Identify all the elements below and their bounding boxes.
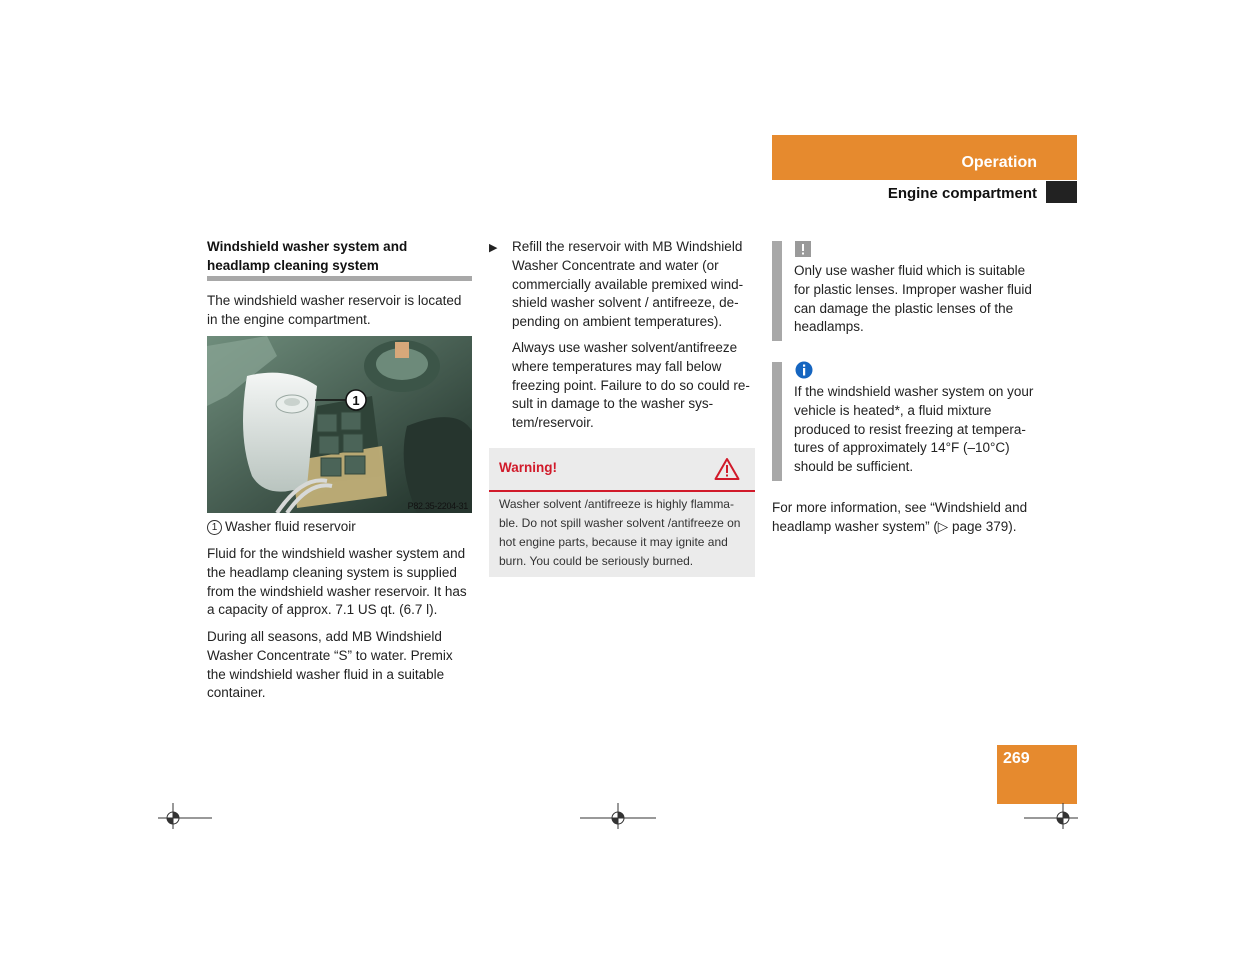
bullet-arrow-icon: ▶ bbox=[489, 242, 498, 254]
warning-title: Warning! bbox=[499, 460, 557, 475]
caption-text: Washer fluid reservoir bbox=[225, 519, 356, 534]
caption-callout: 1 bbox=[207, 520, 222, 535]
warning-text: Washer solvent /antifreeze is highly flamma-ble. Do not spill washer solvent /antifreeze on hot engine parts, because it may ignite and burn. You could be seriously burned. bbox=[499, 497, 741, 568]
engine-illustration bbox=[207, 336, 472, 513]
seasons-paragraph: During all seasons, add MB Windshield Washer Concentrate “S” to water. Premix the windshield washer fluid in a suitable container. bbox=[207, 629, 453, 701]
more-info-paragraph: For more information, see “Windshield and headlamp washer system” (▷ page 379). bbox=[772, 500, 1028, 534]
warning-divider bbox=[489, 490, 755, 492]
figure-caption bbox=[207, 518, 472, 537]
capacity-paragraph: Fluid for the windshield washer system and the headlamp cleaning system is supplied from the windshield washer reservoir. It has a capacity of approx. 7.1 US qt. (6.7 l). bbox=[207, 546, 467, 618]
registration-crosshair-icon bbox=[580, 803, 656, 829]
figure-code: P82.35-2204-31 bbox=[407, 501, 468, 511]
subsection-marker bbox=[1046, 181, 1077, 203]
notice-sidebar bbox=[772, 241, 782, 341]
section-title: Operation bbox=[961, 154, 1037, 171]
refill-step: Refill the reservoir with MB Windshield Washer Concentrate and water (or commercially available premixed wind-shield washer solvent / antifreeze, de-pending on ambient temperatures). bbox=[512, 239, 744, 330]
exclamation-square-icon bbox=[795, 241, 811, 257]
engine-compartment-photo bbox=[207, 336, 472, 513]
heading-divider bbox=[207, 276, 472, 281]
page-number: 269 bbox=[1003, 750, 1030, 767]
info-text: If the windshield washer system on your vehicle is heated*, a fluid mixture produced to resist freezing at tempera-tures of approximately 14°F (–10°C) should be sufficient. bbox=[794, 384, 1034, 475]
info-sidebar bbox=[772, 362, 782, 481]
callout-number: 1 bbox=[352, 393, 360, 408]
notice-text: Only use washer fluid which is suitable for plastic lenses. Improper washer fluid can damage the plastic lenses of the headlamps. bbox=[794, 263, 1032, 335]
registration-crosshair-icon bbox=[158, 803, 212, 829]
info-circle-icon bbox=[795, 361, 813, 379]
subsection-title: Engine compartment bbox=[887, 185, 1037, 202]
refill-note: Always use washer solvent/antifreeze where temperatures may fall below freezing point. Failure to do so could re-sult in damage to the washer sys-tem/reservoir. bbox=[512, 340, 750, 431]
intro-paragraph: The windshield washer reservoir is located in the engine compartment. bbox=[207, 293, 462, 327]
warning-box bbox=[489, 448, 755, 577]
warning-triangle-icon bbox=[714, 457, 740, 481]
section-heading: Windshield washer system and headlamp cleaning system bbox=[207, 239, 408, 273]
page-number-box bbox=[997, 745, 1077, 804]
registration-crosshair-icon bbox=[1024, 803, 1078, 829]
